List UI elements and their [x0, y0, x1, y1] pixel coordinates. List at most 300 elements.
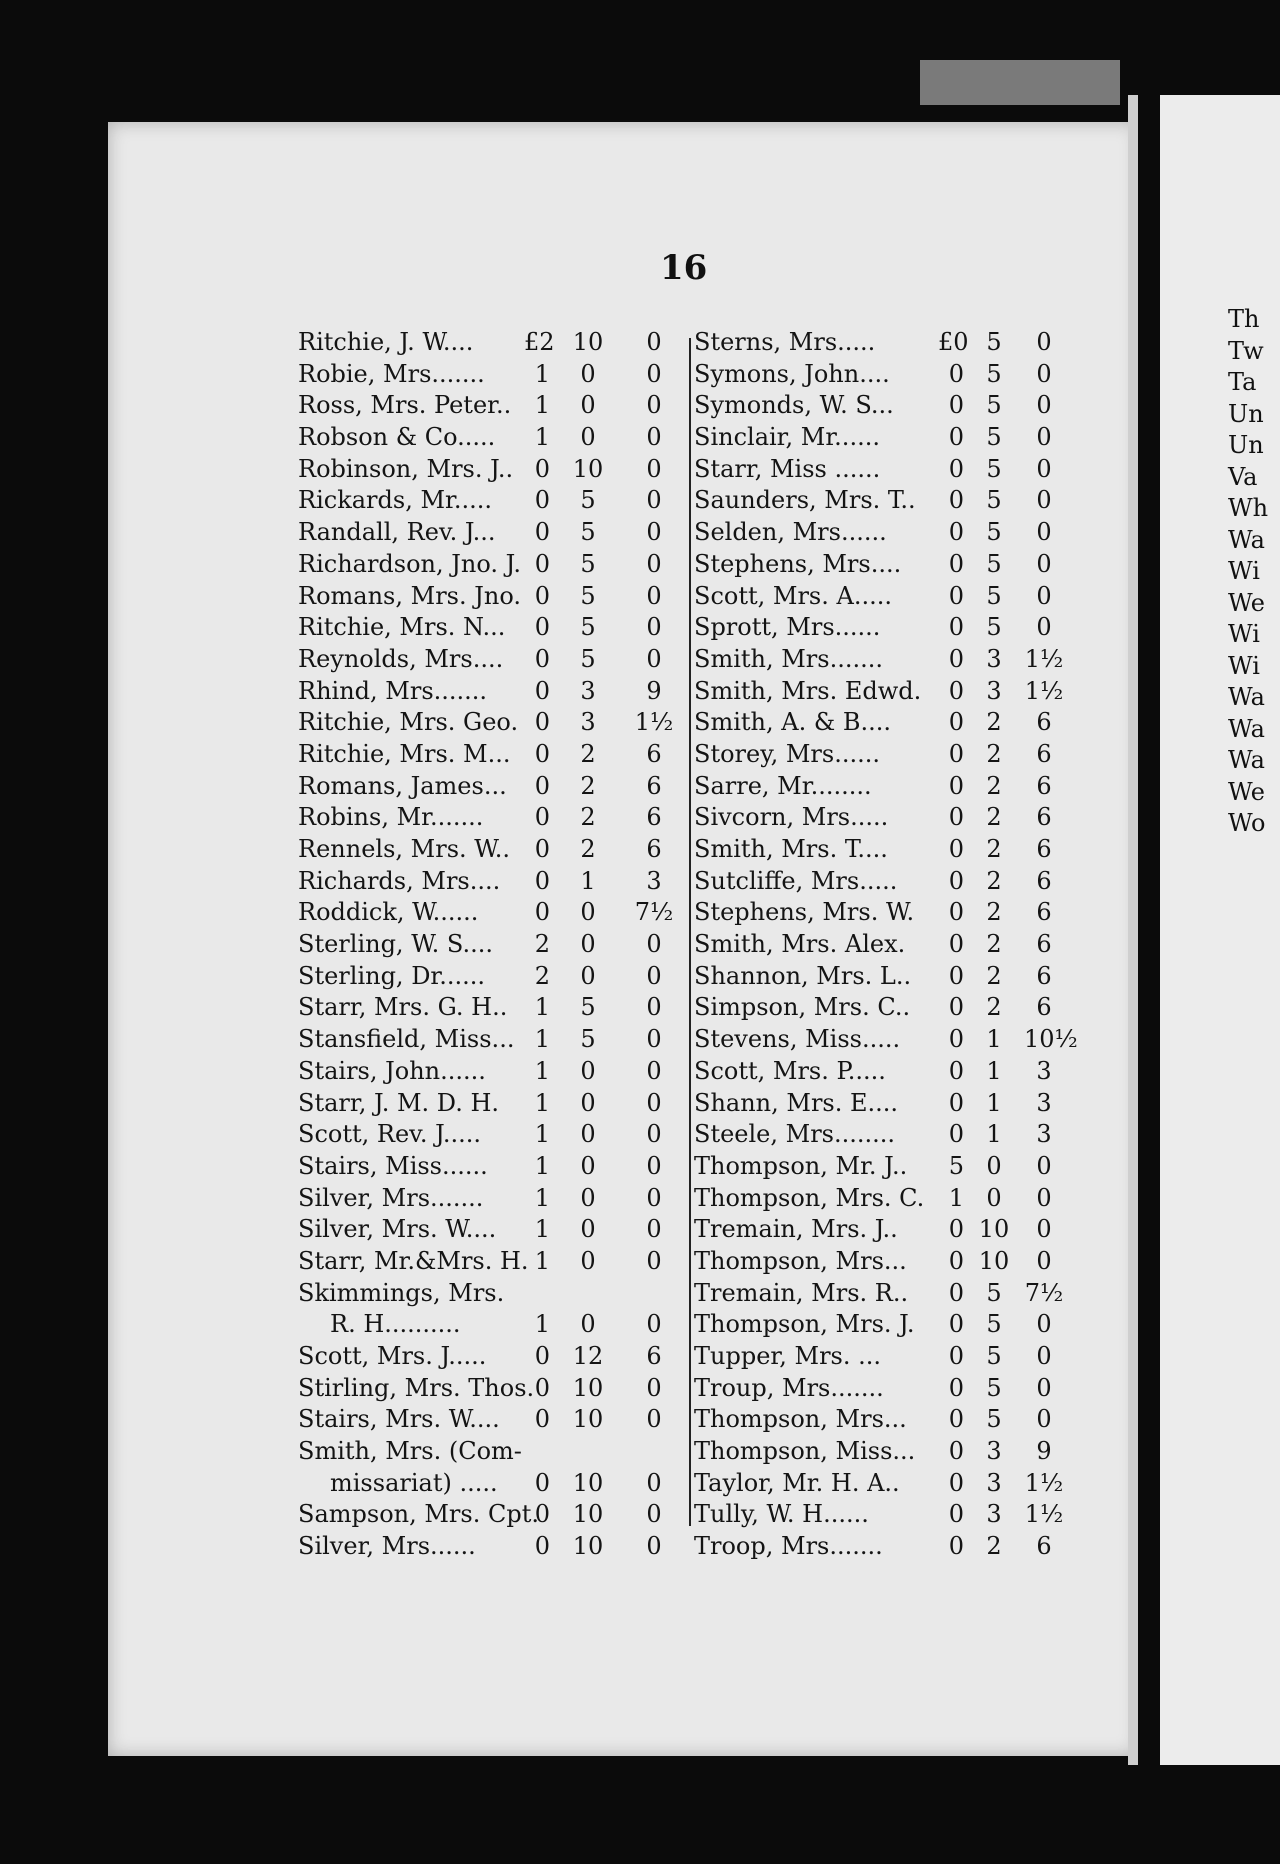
- pounds-amount: 0: [534, 581, 550, 610]
- subscriber-name: Robinson, Mrs. J..: [298, 454, 514, 483]
- scanner-border: [920, 60, 1120, 105]
- subscriber-name: Thompson, Mrs. C.: [694, 1183, 925, 1212]
- pence-amount: 0: [1036, 1310, 1052, 1339]
- pounds-amount: 0: [948, 1088, 964, 1117]
- pence-amount: 7½: [1024, 1278, 1064, 1307]
- adjacent-page-fragment: Wi: [1228, 620, 1260, 648]
- pounds-amount: 1: [534, 1215, 550, 1244]
- pounds-amount: 0: [948, 835, 964, 863]
- shillings-amount: 5: [580, 486, 596, 515]
- shillings-amount: 5: [986, 613, 1002, 642]
- shillings-amount: 0: [580, 1310, 596, 1339]
- subscriber-name: Ritchie, Mrs. N...: [298, 613, 506, 642]
- pence-amount: 0: [646, 1056, 662, 1085]
- pounds-amount: 0: [948, 1468, 964, 1497]
- shillings-amount: 0: [580, 930, 596, 959]
- pence-amount: 0: [1036, 1151, 1052, 1180]
- pounds-amount: 0: [948, 423, 964, 452]
- shillings-amount: 0: [580, 961, 596, 990]
- subscriber-name: Selden, Mrs......: [694, 518, 887, 547]
- shillings-amount: 0: [580, 898, 596, 927]
- adjacent-page-fragment: Tw: [1228, 336, 1264, 365]
- pence-amount: 1½: [1024, 1468, 1064, 1497]
- pence-amount: 6: [1036, 961, 1052, 990]
- pounds-amount: 0: [948, 1405, 964, 1434]
- shillings-amount: 0: [580, 1151, 596, 1180]
- shillings-amount: 5: [580, 1025, 596, 1054]
- subscriber-name: Sprott, Mrs......: [694, 613, 881, 642]
- pence-amount: 0: [1036, 391, 1052, 420]
- pence-amount: 0: [646, 1183, 662, 1212]
- shillings-amount: 5: [986, 1278, 1002, 1307]
- subscriber-name: Tremain, Mrs. J..: [694, 1215, 898, 1244]
- adjacent-page-fragment: Wi: [1228, 557, 1260, 585]
- pounds-amount: 0: [534, 739, 550, 768]
- pence-amount: 0: [646, 1120, 662, 1149]
- pounds-amount: 0: [948, 644, 964, 673]
- shillings-amount: 0: [580, 1215, 596, 1244]
- subscriber-name: Storey, Mrs......: [694, 739, 880, 768]
- pence-amount: 6: [1036, 930, 1052, 959]
- pence-amount: 0: [646, 518, 662, 547]
- pounds-amount: 0: [948, 1025, 964, 1054]
- subscriber-name: Thompson, Miss...: [694, 1437, 916, 1466]
- pounds-amount: 1: [534, 423, 550, 452]
- shillings-amount: 5: [986, 359, 1002, 388]
- adjacent-page-fragment: Wa: [1228, 714, 1265, 743]
- shillings-amount: 10: [572, 1532, 604, 1561]
- subscriber-name: Thompson, Mrs. J.: [694, 1310, 915, 1339]
- shillings-amount: 2: [986, 803, 1002, 832]
- shillings-amount: 1: [986, 1120, 1002, 1149]
- shillings-amount: 5: [986, 328, 1002, 356]
- subscriber-name: Smith, Mrs. Alex.: [694, 930, 906, 959]
- pounds-amount: 0: [948, 1120, 964, 1149]
- pounds-amount: 1: [534, 1151, 550, 1180]
- pounds-amount: 0: [948, 1373, 964, 1402]
- shillings-amount: 10: [978, 1215, 1010, 1244]
- pence-amount: 6: [1036, 1532, 1052, 1561]
- pounds-amount: 0: [534, 898, 550, 927]
- shillings-amount: 10: [572, 454, 604, 483]
- subscriber-name: R. H..........: [330, 1310, 461, 1339]
- pounds-amount: 0: [948, 1246, 964, 1275]
- shillings-amount: 3: [986, 1468, 1002, 1497]
- shillings-amount: 1: [580, 866, 596, 895]
- shillings-amount: 2: [986, 1532, 1002, 1561]
- subscriber-name: Stairs, John......: [298, 1056, 486, 1085]
- shillings-amount: 3: [580, 708, 596, 737]
- pence-amount: 0: [1036, 613, 1052, 642]
- pence-amount: 0: [646, 1405, 662, 1434]
- subscriber-name: Starr, J. M. D. H.: [298, 1088, 500, 1117]
- pence-amount: 0: [646, 391, 662, 420]
- pounds-amount: 0: [948, 993, 964, 1022]
- pounds-amount: 0: [534, 1405, 550, 1434]
- pence-amount: 0: [646, 961, 662, 990]
- subscriber-name: Steele, Mrs........: [694, 1120, 896, 1149]
- pounds-amount: 1: [948, 1183, 964, 1212]
- subscriber-name: Shann, Mrs. E....: [694, 1088, 899, 1117]
- shillings-amount: 5: [986, 518, 1002, 547]
- pence-amount: 0: [646, 1532, 662, 1561]
- adjacent-page-fragment: Ta: [1228, 368, 1257, 396]
- pence-amount: 0: [646, 1025, 662, 1054]
- pounds-amount: 0: [948, 518, 964, 547]
- shillings-amount: 10: [572, 1500, 604, 1529]
- pence-amount: 1½: [634, 708, 674, 737]
- pence-amount: 6: [646, 739, 662, 768]
- pence-amount: 0: [1036, 423, 1052, 452]
- pence-amount: 0: [646, 1088, 662, 1117]
- subscriber-name: Tully, W. H......: [694, 1500, 869, 1529]
- pounds-amount: 1: [534, 1088, 550, 1117]
- pounds-amount: 0: [534, 613, 550, 642]
- subscriber-name: Romans, James...: [298, 771, 507, 800]
- shillings-amount: 2: [986, 708, 1002, 737]
- pence-amount: 0: [646, 1151, 662, 1180]
- shillings-amount: 3: [986, 1437, 1002, 1466]
- pence-amount: 0: [1036, 1246, 1052, 1275]
- pounds-amount: 0: [948, 771, 964, 800]
- subscriber-name: Tupper, Mrs. ...: [694, 1342, 881, 1370]
- subscriber-name: Skimmings, Mrs.: [298, 1278, 505, 1307]
- subscriber-name: Smith, Mrs. (Com-: [298, 1437, 522, 1466]
- subscriber-name: Starr, Mrs. G. H..: [298, 993, 508, 1022]
- shillings-amount: 0: [580, 1056, 596, 1085]
- shillings-amount: 0: [580, 1120, 596, 1149]
- subscriber-name: Scott, Mrs. J.....: [298, 1342, 487, 1370]
- subscriber-name: Troop, Mrs.......: [694, 1532, 883, 1561]
- subscriber-name: Smith, Mrs.......: [694, 644, 883, 673]
- shillings-amount: 5: [986, 486, 1002, 515]
- pence-amount: 0: [646, 1468, 662, 1497]
- shillings-amount: 3: [986, 644, 1002, 673]
- pounds-amount: 2: [534, 930, 550, 959]
- pounds-amount: 0: [534, 549, 550, 578]
- subscriber-name: Stirling, Mrs. Thos.: [298, 1373, 535, 1402]
- pounds-amount: 0: [948, 1532, 964, 1561]
- subscriber-name: Sarre, Mr........: [694, 771, 872, 800]
- subscriber-name: Scott, Mrs. A.....: [694, 581, 892, 610]
- shillings-amount: 3: [986, 1500, 1002, 1529]
- subscriber-name: Rickards, Mr.....: [298, 486, 493, 515]
- adjacent-page-fragment: Wa: [1228, 746, 1265, 774]
- shillings-amount: 2: [986, 993, 1002, 1022]
- pounds-amount: 0: [534, 676, 550, 705]
- column-divider: [689, 338, 691, 1526]
- pounds-amount: 0: [948, 930, 964, 959]
- pounds-amount: 0: [534, 1532, 550, 1561]
- pence-amount: 3: [1036, 1120, 1052, 1149]
- adjacent-page-fragment: Wo: [1228, 809, 1266, 837]
- pence-amount: 0: [646, 1500, 662, 1529]
- pence-amount: 6: [1036, 708, 1052, 737]
- shillings-amount: 10: [978, 1246, 1010, 1275]
- pounds-amount: 0: [534, 866, 550, 895]
- pence-amount: 0: [646, 1246, 662, 1275]
- pence-amount: 0: [646, 1373, 662, 1402]
- pence-amount: 3: [1036, 1056, 1052, 1085]
- pounds-amount: 0: [948, 708, 964, 737]
- pounds-amount: 0: [534, 1468, 550, 1497]
- pounds-amount: 0: [948, 486, 964, 515]
- pounds-amount: 1: [534, 1056, 550, 1085]
- adjacent-page-fragment: We: [1228, 588, 1265, 617]
- shillings-amount: 5: [580, 518, 596, 547]
- pence-amount: 0: [1036, 1342, 1052, 1370]
- shillings-amount: 5: [986, 1373, 1002, 1402]
- subscriber-name: Robie, Mrs.......: [298, 359, 485, 388]
- shillings-amount: 3: [580, 676, 596, 705]
- pence-amount: 1½: [1024, 644, 1064, 673]
- subscriber-name: Sutcliffe, Mrs.....: [694, 866, 898, 895]
- subscriber-name: Robins, Mr.......: [298, 803, 484, 832]
- subscriber-name: Silver, Mrs. W....: [298, 1215, 497, 1244]
- subscriber-name: Stairs, Miss......: [298, 1151, 488, 1180]
- shillings-amount: 1: [986, 1056, 1002, 1085]
- subscriber-name: Stevens, Miss.....: [694, 1025, 901, 1054]
- pence-amount: 0: [646, 549, 662, 578]
- subscriber-name: Romans, Mrs. Jno.: [298, 581, 521, 610]
- subscriber-name: Sampson, Mrs. Cpt.: [298, 1500, 539, 1529]
- subscriber-name: Sterling, Dr......: [298, 961, 486, 990]
- shillings-amount: 2: [986, 771, 1002, 800]
- shillings-amount: 5: [986, 1405, 1002, 1434]
- pounds-amount: 1: [534, 1310, 550, 1339]
- pounds-amount: 0: [534, 1500, 550, 1529]
- adjacent-page-fragment: Un: [1228, 399, 1264, 428]
- pounds-amount: 0: [948, 581, 964, 610]
- subscriber-name: Stephens, Mrs. W.: [694, 898, 915, 927]
- pounds-amount: 0: [948, 391, 964, 420]
- shillings-amount: 2: [580, 739, 596, 768]
- shillings-amount: 2: [580, 803, 596, 832]
- pence-amount: 0: [646, 993, 662, 1022]
- pence-amount: 0: [1036, 454, 1052, 483]
- subscriber-name: Symons, John....: [694, 359, 890, 388]
- pounds-amount: 0: [948, 454, 964, 483]
- pounds-amount: 0: [948, 898, 964, 927]
- subscriber-name: Scott, Rev. J.....: [298, 1120, 482, 1149]
- subscriber-name: Stansfield, Miss...: [298, 1025, 515, 1054]
- pounds-amount: 1: [534, 391, 550, 420]
- pounds-amount: 0: [948, 676, 964, 705]
- shillings-amount: 0: [580, 423, 596, 452]
- shillings-amount: 2: [986, 930, 1002, 959]
- subscriber-name: Starr, Miss ......: [694, 454, 881, 483]
- shillings-amount: 2: [986, 866, 1002, 895]
- subscriber-name: Ritchie, J. W....: [298, 328, 474, 356]
- pounds-amount: 0: [948, 1500, 964, 1529]
- subscriber-name: Sterns, Mrs.....: [694, 328, 876, 356]
- pence-amount: 1½: [1024, 1500, 1064, 1529]
- adjacent-page-fragment: Wa: [1228, 525, 1265, 554]
- pence-amount: 6: [646, 1342, 662, 1370]
- shillings-amount: 10: [572, 1405, 604, 1434]
- page-edge: [1128, 95, 1138, 1765]
- subscriber-name: Stephens, Mrs....: [694, 549, 902, 578]
- pounds-amount: 1: [534, 993, 550, 1022]
- shillings-amount: 1: [986, 1025, 1002, 1054]
- pounds-amount: 0: [534, 835, 550, 863]
- pence-amount: 6: [1036, 803, 1052, 832]
- subscriber-name: Richards, Mrs....: [298, 866, 501, 895]
- shillings-amount: 5: [986, 1310, 1002, 1339]
- pounds-amount: 0: [948, 1342, 964, 1370]
- pence-amount: 0: [1036, 1405, 1052, 1434]
- pounds-amount: 0: [534, 454, 550, 483]
- adjacent-page: [1160, 95, 1280, 1765]
- pounds-amount: 0: [948, 1215, 964, 1244]
- pounds-amount: 0: [948, 613, 964, 642]
- pence-amount: 0: [646, 328, 662, 356]
- pence-amount: 10½: [1024, 1025, 1078, 1054]
- pounds-amount: 0: [948, 549, 964, 578]
- pence-amount: 6: [1036, 739, 1052, 768]
- pounds-amount: 0: [948, 803, 964, 832]
- pounds-amount: 0: [948, 866, 964, 895]
- adjacent-page-fragment: We: [1228, 777, 1265, 806]
- subscriber-name: Stairs, Mrs. W....: [298, 1405, 500, 1434]
- subscriber-name: Thompson, Mr. J..: [694, 1151, 908, 1180]
- subscriber-name: Roddick, W......: [298, 898, 479, 927]
- pence-amount: 0: [1036, 1183, 1052, 1212]
- adjacent-page-fragment: Un: [1228, 431, 1264, 459]
- subscriber-name: Ritchie, Mrs. Geo.: [298, 708, 519, 737]
- pence-amount: 0: [646, 581, 662, 610]
- subscriber-name: Ritchie, Mrs. M...: [298, 739, 511, 768]
- pence-amount: 6: [1036, 898, 1052, 927]
- adjacent-page-fragment: Va: [1228, 462, 1258, 491]
- pence-amount: 0: [646, 1310, 662, 1339]
- pence-amount: 6: [1036, 771, 1052, 800]
- pence-amount: 6: [646, 803, 662, 832]
- shillings-amount: 2: [580, 835, 596, 863]
- page-number: 16: [660, 248, 708, 288]
- shillings-amount: 2: [986, 739, 1002, 768]
- shillings-amount: 0: [580, 359, 596, 388]
- shillings-amount: 0: [986, 1183, 1002, 1212]
- adjacent-page-fragment: Wh: [1228, 494, 1269, 522]
- pounds-amount: 0: [534, 644, 550, 673]
- pounds-amount: 0: [534, 803, 550, 832]
- shillings-amount: 10: [572, 1468, 604, 1497]
- subscriber-name: Simpson, Mrs. C..: [694, 993, 911, 1022]
- pounds-amount: £0: [938, 328, 969, 356]
- pounds-amount: 0: [534, 708, 550, 737]
- pence-amount: 1½: [1024, 676, 1064, 705]
- shillings-amount: 2: [986, 898, 1002, 927]
- subscriber-name: Sivcorn, Mrs.....: [694, 803, 889, 832]
- subscriber-name: Rhind, Mrs.......: [298, 676, 488, 705]
- shillings-amount: 1: [986, 1088, 1002, 1117]
- subscriber-name: Smith, Mrs. Edwd.: [694, 676, 922, 705]
- pence-amount: 0: [646, 359, 662, 388]
- pence-amount: 0: [646, 486, 662, 515]
- pence-amount: 3: [646, 866, 662, 895]
- pounds-amount: 1: [534, 359, 550, 388]
- shillings-amount: 5: [580, 549, 596, 578]
- pounds-amount: 0: [948, 1278, 964, 1307]
- subscriber-name: Smith, Mrs. T....: [694, 835, 888, 863]
- pounds-amount: 1: [534, 1246, 550, 1275]
- subscriber-name: Richardson, Jno. J.: [298, 549, 522, 578]
- subscriber-name: Taylor, Mr. H. A..: [694, 1468, 900, 1497]
- shillings-amount: 5: [986, 454, 1002, 483]
- pounds-amount: 0: [534, 486, 550, 515]
- subscriber-name: Starr, Mr.&Mrs. H.: [298, 1246, 529, 1275]
- shillings-amount: 2: [986, 961, 1002, 990]
- subscriber-name: Randall, Rev. J...: [298, 518, 496, 547]
- shillings-amount: 0: [580, 1088, 596, 1117]
- subscriber-name: Ross, Mrs. Peter..: [298, 391, 512, 420]
- pounds-amount: 0: [948, 359, 964, 388]
- shillings-amount: 2: [986, 835, 1002, 863]
- subscriber-name: Robson & Co.....: [298, 423, 496, 452]
- subscriber-name: Shannon, Mrs. L..: [694, 961, 912, 990]
- subscriber-name: Thompson, Mrs...: [694, 1405, 907, 1434]
- shillings-amount: 5: [986, 391, 1002, 420]
- pounds-amount: 2: [534, 961, 550, 990]
- pence-amount: 0: [1036, 518, 1052, 547]
- adjacent-page-fragment: Wi: [1228, 651, 1260, 680]
- shillings-amount: 2: [580, 771, 596, 800]
- shillings-amount: 10: [572, 328, 604, 356]
- pence-amount: 6: [1036, 866, 1052, 895]
- subscriber-name: Rennels, Mrs. W..: [298, 835, 510, 863]
- shillings-amount: 10: [572, 1373, 604, 1402]
- pence-amount: 0: [1036, 581, 1052, 610]
- shillings-amount: 5: [580, 644, 596, 673]
- subscriber-name: Saunders, Mrs. T..: [694, 486, 916, 515]
- shillings-amount: 5: [986, 423, 1002, 452]
- pence-amount: 9: [1036, 1437, 1052, 1466]
- adjacent-page-fragment: Wa: [1228, 683, 1265, 711]
- pounds-amount: 5: [948, 1151, 964, 1180]
- pounds-amount: 0: [948, 1056, 964, 1085]
- pence-amount: 0: [646, 613, 662, 642]
- shillings-amount: 0: [580, 1183, 596, 1212]
- shillings-amount: 5: [580, 581, 596, 610]
- pence-amount: 0: [1036, 359, 1052, 388]
- pounds-amount: 0: [948, 1310, 964, 1339]
- pence-amount: 6: [1036, 993, 1052, 1022]
- shillings-amount: 0: [580, 391, 596, 420]
- pence-amount: 3: [1036, 1088, 1052, 1117]
- shillings-amount: 5: [986, 549, 1002, 578]
- adjacent-page-fragment: Th: [1228, 305, 1260, 333]
- pounds-amount: 1: [534, 1025, 550, 1054]
- shillings-amount: 5: [986, 1342, 1002, 1370]
- pence-amount: 6: [1036, 835, 1052, 863]
- pounds-amount: 0: [534, 771, 550, 800]
- shillings-amount: 0: [986, 1151, 1002, 1180]
- pounds-amount: £2: [524, 328, 555, 356]
- subscriber-name: Silver, Mrs.......: [298, 1183, 484, 1212]
- pence-amount: 0: [1036, 486, 1052, 515]
- subscriber-name: Sterling, W. S....: [298, 930, 494, 959]
- pounds-amount: 0: [534, 1342, 550, 1370]
- pence-amount: 0: [1036, 549, 1052, 578]
- pence-amount: 0: [646, 644, 662, 673]
- pence-amount: 0: [646, 930, 662, 959]
- pence-amount: 6: [646, 835, 662, 863]
- pounds-amount: 0: [948, 1437, 964, 1466]
- subscriber-name: Reynolds, Mrs....: [298, 644, 504, 673]
- subscriber-name: Scott, Mrs. P.....: [694, 1056, 886, 1085]
- pence-amount: 0: [1036, 1215, 1052, 1244]
